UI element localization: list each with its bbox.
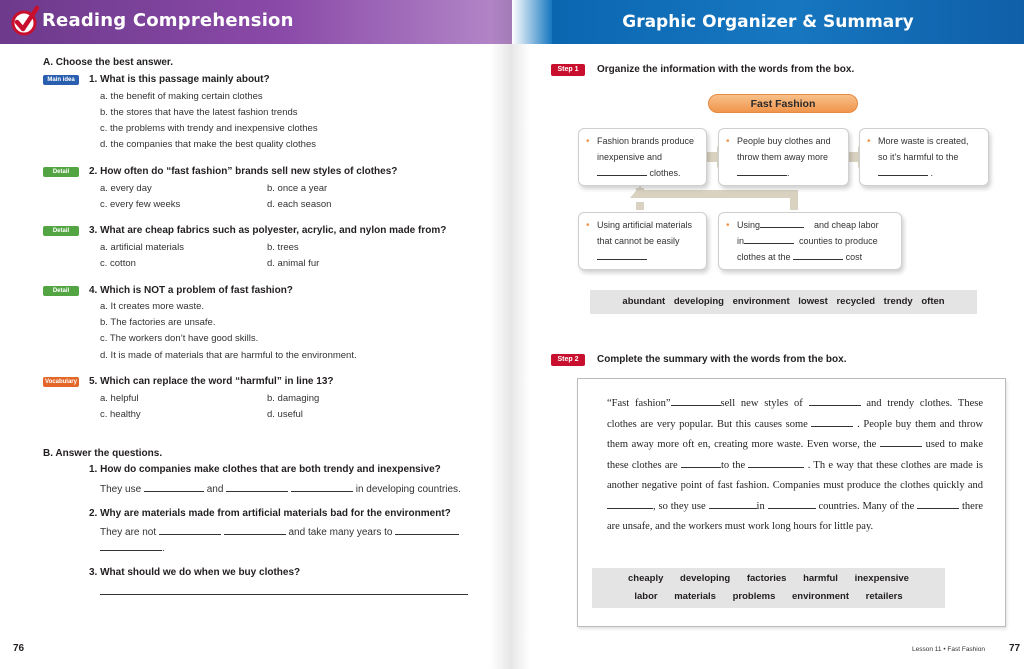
word-bank-item: factories (746, 573, 787, 584)
word-bank-item: developing (680, 573, 731, 584)
summary-fragment: way that these clothes are made is another negative point of fast fashion. (607, 459, 983, 491)
answer-blank[interactable] (768, 499, 816, 509)
page-number-right: 77 (1009, 643, 1021, 654)
gutter-shadow (490, 0, 512, 669)
word-bank-item: cheaply (628, 573, 664, 584)
organizer-box-4 (578, 212, 707, 270)
box-line: throw them away more (737, 152, 829, 162)
option[interactable]: c. the problems with trendy and inexpensive clothes (100, 123, 318, 134)
box-text: Using (737, 220, 761, 230)
box-line: that cannot be easily (597, 236, 680, 246)
left-header-banner (0, 0, 512, 44)
option[interactable]: c. healthy (100, 409, 141, 420)
option[interactable]: c. cotton (100, 258, 136, 269)
step-2-badge: Step 2 (551, 354, 585, 366)
word-bank-item: environment (732, 296, 790, 307)
step-1-badge: Step 1 (551, 64, 585, 76)
answer-blank[interactable] (793, 252, 843, 260)
question-text: 5. Which can replace the word “harmful” in line 13? (89, 376, 334, 387)
option[interactable]: b. damaging (267, 393, 320, 404)
question-tag: Main idea (43, 75, 79, 85)
box-line (737, 249, 895, 265)
page-number-left: 76 (13, 643, 25, 654)
word-bank-item: trendy (883, 296, 913, 307)
summary-fragment: These clothes are very popular. But this causes some (607, 398, 983, 430)
answer-blank[interactable] (880, 437, 922, 447)
summary-fragment: . Th e (807, 459, 834, 471)
word-bank-item: often (921, 296, 945, 307)
answer-blank[interactable] (291, 482, 353, 492)
word-bank-2 (592, 568, 945, 608)
answer-blank[interactable] (878, 168, 928, 176)
option[interactable]: a. every day (100, 183, 152, 194)
box-line (737, 233, 895, 249)
b-question-2: 2. Why are materials made from artificial materials bad for the environment? (89, 508, 451, 519)
option[interactable]: d. useful (267, 409, 303, 420)
word-bank-item: labor (634, 591, 658, 602)
summary-fragment: Companies must produce the clothes quickly and (772, 480, 984, 491)
word-bank-item: lowest (798, 296, 828, 307)
summary-fragment: in (756, 500, 765, 512)
word-bank-1 (590, 290, 977, 314)
bullet-icon: • (726, 220, 730, 231)
option[interactable]: a. artificial materials (100, 242, 184, 253)
option[interactable]: c. The workers don’t have good skills. (100, 333, 259, 344)
answer-blank[interactable] (709, 499, 757, 509)
answer-blank[interactable] (760, 220, 804, 228)
box-text: in (737, 236, 745, 246)
b-answer-2-cont (100, 541, 165, 554)
answer-blank[interactable] (597, 168, 647, 176)
box-line: More waste is created, (878, 136, 969, 146)
right-page (512, 0, 1024, 669)
option[interactable]: c. every few weeks (100, 199, 181, 210)
answer-blank[interactable] (811, 417, 853, 427)
box-line: Fashion brands produce (597, 136, 695, 146)
box-text: . (787, 168, 790, 178)
answer-blank[interactable] (737, 168, 787, 176)
word-bank-item: developing (673, 296, 724, 307)
summary-fragment: . People buy (857, 418, 912, 430)
summary-fragment: to the (720, 459, 746, 471)
box-text: clothes. (649, 168, 681, 178)
word-bank-item: harmful (803, 573, 838, 584)
b-question-1: 1. How do companies make clothes that are both trendy and inexpensive? (89, 464, 441, 475)
answer-text: . (162, 543, 165, 554)
summary-fragment: there are unsafe, (607, 500, 984, 532)
word-bank-item: abundant (622, 296, 666, 307)
organizer-box-5 (718, 212, 902, 270)
organizer-box-3 (859, 128, 989, 186)
b-answer-1 (100, 482, 461, 495)
question-text: 4. Which is NOT a problem of fast fashion? (89, 285, 293, 296)
box-line (878, 165, 982, 181)
bullet-icon: • (586, 220, 590, 231)
word-bank-item: problems (732, 591, 776, 602)
option[interactable]: d. the companies that make the best quality clothes (100, 139, 316, 150)
summary-fragment: , so they use (653, 500, 706, 512)
answer-blank[interactable] (226, 482, 288, 492)
organizer-title: Fast Fashion (708, 94, 858, 113)
answer-text: in developing countries. (355, 484, 461, 495)
summary-fragment: and trendy clothes. (866, 398, 953, 409)
box-text: cost (845, 252, 863, 262)
box-line: Using artificial materials (597, 220, 693, 230)
summary-fragment: and the workers must work long hours for little pay. (655, 521, 874, 532)
step-1-instruction: Organize the information with the words from the box. (597, 64, 855, 75)
answer-blank[interactable] (159, 525, 221, 535)
word-bank-item: recycled (836, 296, 876, 307)
question-text: 2. How often do “fast fashion” brands sell new styles of clothes? (89, 166, 398, 177)
page-title-left: Reading Comprehension (42, 10, 294, 31)
question-tag: Detail (43, 226, 79, 236)
summary-fragment: “Fast fashion” (607, 398, 671, 409)
option[interactable]: a. It creates more waste. (100, 301, 205, 312)
section-b-heading: B. Answer the questions. (43, 448, 163, 459)
summary-text (607, 394, 983, 538)
answer-blank[interactable] (681, 458, 721, 468)
box-line (597, 249, 700, 265)
summary-fragment: sell new styles of (720, 398, 803, 409)
b-answer-2 (100, 525, 459, 538)
organizer-box-2 (718, 128, 849, 186)
option[interactable]: b. once a year (267, 183, 328, 194)
box-text: clothes at the (737, 252, 791, 262)
option[interactable]: d. each season (267, 199, 332, 210)
word-bank-row (592, 588, 945, 606)
option[interactable]: a. helpful (100, 393, 139, 404)
step-2-instruction: Complete the summary with the words from the box. (597, 354, 847, 365)
answer-blank[interactable] (748, 458, 804, 468)
lesson-footer: Lesson 11 • Fast Fashion (912, 646, 985, 653)
word-bank-item: retailers (865, 591, 903, 602)
answer-blank[interactable] (917, 499, 959, 509)
option[interactable]: d. It is made of materials that are harmful to the environment. (100, 350, 357, 361)
page-title-right: Graphic Organizer & Summary (622, 12, 914, 32)
bullet-icon: • (726, 136, 730, 147)
box-line: so it’s harmful to the (878, 152, 959, 162)
option[interactable]: d. animal fur (267, 258, 320, 269)
box-text: . (930, 168, 934, 178)
word-bank-item: materials (674, 591, 716, 602)
summary-fragment: countries. Many of the (818, 500, 915, 512)
answer-blank[interactable] (224, 525, 286, 535)
box-text: and cheap labor (814, 220, 879, 230)
answer-blank[interactable] (809, 396, 861, 406)
question-text: 3. What are cheap fabrics such as polyester, acrylic, and nylon made from? (89, 225, 447, 236)
arrow-connector (640, 188, 794, 210)
answer-blank[interactable] (395, 525, 459, 535)
answer-text: They are not (100, 527, 157, 538)
box-line (737, 165, 842, 181)
option[interactable]: a. the benefit of making certain clothes (100, 91, 263, 102)
box-line (737, 217, 895, 233)
question-text: 1. What is this passage mainly about? (89, 74, 270, 85)
summary-fragment: used to make these clothes are (607, 439, 984, 471)
word-bank-row (592, 570, 945, 588)
section-a-heading: A. Choose the best answer. (43, 57, 174, 68)
option[interactable]: b. the stores that have the latest fashion trends (100, 107, 298, 118)
bullet-icon: • (867, 136, 871, 147)
word-bank-item: environment (792, 591, 850, 602)
answer-blank[interactable] (607, 499, 653, 509)
organizer-box-1 (578, 128, 707, 186)
answer-line[interactable] (100, 594, 468, 595)
checkmark-icon (10, 4, 40, 38)
answer-text: and take many years to (288, 527, 393, 538)
answer-blank[interactable] (144, 482, 204, 492)
question-tag: Detail (43, 286, 79, 296)
bullet-icon: • (586, 136, 590, 147)
box-line (597, 165, 700, 181)
b-question-3: 3. What should we do when we buy clothes? (89, 567, 301, 578)
box-text: counties to produce (799, 236, 878, 246)
summary-fragment: them and throw them away more oft en, creating more waste. Even worse, the (607, 418, 984, 450)
option[interactable]: b. trees (267, 242, 299, 253)
question-tag: Detail (43, 167, 79, 177)
box-line: inexpensive and (597, 152, 663, 162)
question-tag: Vocabulary (43, 377, 79, 387)
answer-blank[interactable] (597, 252, 647, 260)
answer-blank[interactable] (671, 396, 721, 406)
word-bank-item: inexpensive (854, 573, 909, 584)
answer-text: and (206, 484, 224, 495)
answer-text: They use (100, 484, 142, 495)
answer-blank[interactable] (100, 541, 162, 551)
answer-blank[interactable] (744, 236, 794, 244)
box-line: People buy clothes and (737, 136, 831, 146)
option[interactable]: b. The factories are unsafe. (100, 317, 216, 328)
